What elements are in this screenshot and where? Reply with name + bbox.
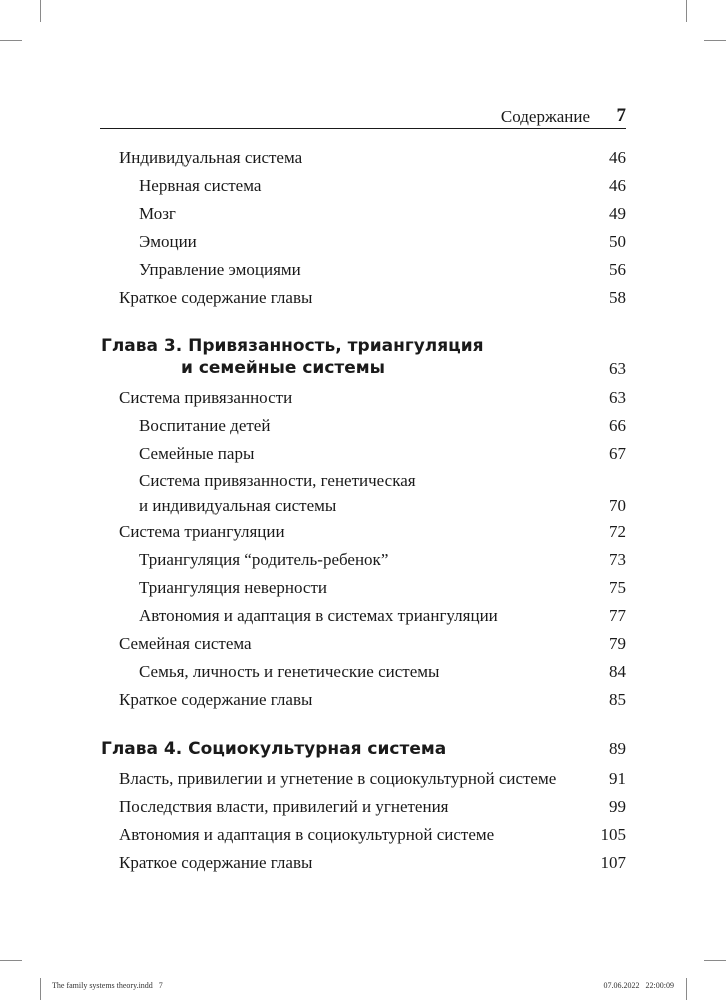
slug-timestamp: 07.06.2022 22:00:09 [603, 981, 674, 990]
toc-entry-label-line-1: Система привязанности, генетическая [139, 471, 416, 490]
crop-mark [0, 40, 22, 41]
toc-entry-page: 77 [609, 606, 626, 625]
toc-entry-label-line-2: и индивидуальная системы [139, 496, 337, 515]
toc-entry-page: 105 [600, 825, 626, 844]
toc-entry-page: 46 [609, 148, 626, 167]
toc-entry-page: 49 [609, 204, 626, 223]
toc-entry-label: Автономия и адаптация в социокультурной системе [119, 825, 495, 844]
toc-entry-label [139, 470, 416, 517]
toc-entry-label: Семейные пары [139, 444, 255, 463]
slug-filename: The family systems theory.indd 7 [52, 981, 163, 990]
toc-entry-label: Семейная система [119, 634, 252, 653]
chapter-title-line-1: Глава 3. Привязанность, триангуляция [101, 336, 484, 356]
crop-mark [40, 0, 41, 22]
toc-entry-page: 66 [609, 416, 626, 435]
toc-entry-label: Нервная система [139, 176, 262, 195]
print-slug [0, 981, 726, 995]
toc-entry-label: Последствия власти, привилегий и угнетения [119, 797, 449, 816]
toc-entry-label: Краткое содержание главы [119, 690, 313, 709]
running-head [100, 104, 626, 129]
crop-mark [704, 960, 726, 961]
toc-entry-label: Воспитание детей [139, 416, 271, 435]
toc-entry-page: 72 [609, 522, 626, 541]
crop-mark [686, 0, 687, 22]
section-title: Содержание [500, 107, 590, 126]
chapter-title-line-2: и семейные системы [181, 358, 386, 378]
toc-entry-label: Индивидуальная система [119, 148, 303, 167]
toc-entry-label: Триангуляция “родитель-ребенок” [139, 550, 389, 569]
toc-entry-page: 99 [609, 797, 626, 816]
toc-entry-page: 56 [609, 260, 626, 279]
toc-entry-label: Семья, личность и генетические системы [139, 662, 440, 681]
toc-entry-page: 79 [609, 634, 626, 653]
toc-entry-page: 46 [609, 176, 626, 195]
toc-entry-page: 73 [609, 550, 626, 569]
toc-entry-label: Автономия и адаптация в системах триангуляции [139, 606, 498, 625]
chapter-title [101, 335, 484, 379]
toc-entry-page: 50 [609, 232, 626, 251]
toc-entry-page: 75 [609, 578, 626, 597]
toc-entry-label: Власть, привилегии и угнетение в социокультурной системе [119, 769, 557, 788]
toc-entry-page: 85 [609, 690, 626, 709]
toc-entry-page: 63 [609, 388, 626, 407]
toc-entry-page: 107 [600, 853, 626, 872]
chapter-page: 63 [609, 359, 626, 378]
toc-entry-label: Краткое содержание главы [119, 853, 313, 872]
chapter-title: Глава 4. Социокультурная система [101, 739, 447, 759]
toc-entry-label: Триангуляция неверности [139, 578, 327, 597]
toc-entry-page: 67 [609, 444, 626, 463]
toc-entry-label: Краткое содержание главы [119, 288, 313, 307]
toc-entry-label: Эмоции [139, 232, 197, 251]
toc-entry-label: Система привязанности [119, 388, 293, 407]
toc-entry-page: 58 [609, 288, 626, 307]
toc-entry-page: 91 [609, 769, 626, 788]
crop-mark [704, 40, 726, 41]
page-number: 7 [616, 105, 626, 126]
toc-entry-label: Управление эмоциями [139, 260, 301, 279]
crop-mark [0, 960, 22, 961]
toc-entry-label: Система триангуляции [119, 522, 285, 541]
toc-entry-page: 70 [609, 496, 626, 515]
chapter-page: 89 [609, 739, 626, 758]
toc-entry-page: 84 [609, 662, 626, 681]
toc-entry-label: Мозг [139, 204, 176, 223]
